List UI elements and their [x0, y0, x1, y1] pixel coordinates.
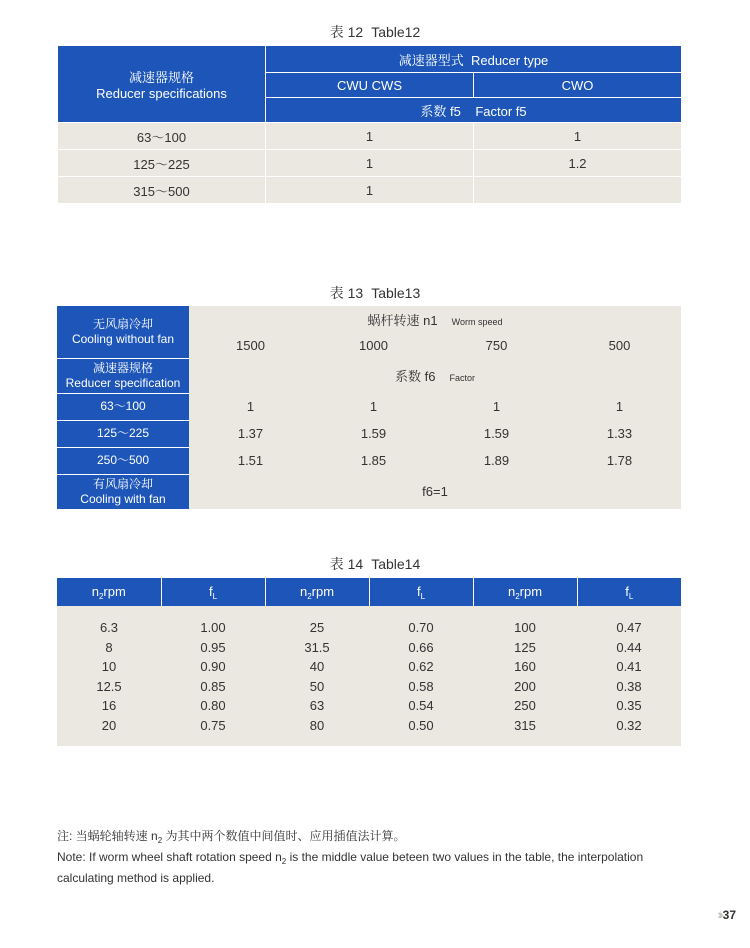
- footnote-cn: [57, 828, 697, 849]
- t14-n-column: [57, 606, 161, 746]
- list-item: 40: [309, 659, 325, 675]
- t13-value-cell: 1: [435, 393, 558, 420]
- t14-h-n-sub: 2: [307, 591, 312, 601]
- t12-type-header-cn: 减速器型式: [398, 52, 464, 68]
- footnote-en-a: Note: If worm wheel shaft rotation speed n: [57, 850, 282, 864]
- t14-h-n-unit: rpm: [103, 583, 126, 599]
- table14-caption-cn: 表 14: [329, 556, 364, 572]
- t13-spec-cell: 250～500: [57, 447, 189, 474]
- list-item: 0.95: [200, 639, 226, 655]
- list-item: 0.54: [408, 698, 434, 714]
- t12-value-cell: 1: [474, 123, 682, 150]
- t14-h-n: n: [91, 583, 99, 599]
- table14-caption-en: Table14: [371, 556, 421, 572]
- t14-header-n: [57, 578, 161, 606]
- t12-value-cell: 1.2: [474, 150, 682, 177]
- table12-caption: [0, 22, 750, 42]
- t14-h-n-sub: 2: [515, 591, 520, 601]
- t14-n-column: [265, 606, 369, 746]
- footnote-en-b: is the middle value beteen two values in the table, the interpolation calculating method is applied.: [57, 850, 644, 885]
- footnote: [57, 828, 697, 887]
- list-item: 0.75: [200, 717, 226, 733]
- t14-f-column: [161, 606, 265, 746]
- t14-f-column: [577, 606, 681, 746]
- t14-h-n-sub: 2: [98, 591, 104, 601]
- t13-value-cell: 1.89: [435, 447, 558, 474]
- t12-value-cell: [474, 177, 682, 204]
- list-item: 80: [309, 717, 325, 733]
- t13-fan-header: [57, 474, 189, 509]
- t13-speed-en: Worm speed: [451, 316, 503, 327]
- t14-h-f-sub: L: [212, 591, 218, 601]
- list-item: 0.85: [200, 678, 226, 694]
- t14-h-f-sub: L: [420, 591, 426, 601]
- t13-factor-en: Factor: [449, 373, 475, 383]
- t14-header-f: [577, 578, 681, 606]
- table13-caption-cn: 表 13: [329, 285, 364, 301]
- t12-factor-header: [266, 98, 682, 123]
- t12-spec-header: [58, 46, 266, 123]
- list-item: 10: [101, 659, 117, 675]
- table13-caption: [0, 283, 750, 303]
- list-item: 0.58: [408, 678, 434, 694]
- t13-value-cell: 1: [558, 393, 681, 420]
- t13-value-cell: 1.78: [558, 447, 681, 474]
- t13-value-cell: 1.33: [558, 420, 681, 447]
- t12-col-cwu-cws: CWU CWS: [266, 73, 474, 98]
- list-item: 200: [514, 678, 536, 694]
- list-item: 0.47: [616, 620, 642, 635]
- table-row: [58, 177, 682, 204]
- t13-factor-header: [189, 358, 681, 393]
- t14-header-row: [57, 578, 681, 606]
- t13-spec-header: [57, 358, 189, 393]
- table14: [57, 578, 681, 746]
- t13-nofan-cn: 无风扇冷却: [92, 316, 153, 331]
- t12-value-cell: 1: [266, 150, 474, 177]
- list-item: 0.80: [200, 698, 226, 714]
- t14-header-n: [473, 578, 577, 606]
- t13-spec-en: Reducer specification: [65, 375, 181, 390]
- list-item: 63: [309, 698, 325, 714]
- list-item: 12.5: [96, 678, 122, 694]
- page-number-text: 37: [722, 908, 736, 922]
- t12-spec-header-cn: 减速器规格: [128, 70, 194, 85]
- list-item: 50: [309, 678, 325, 694]
- table-row: [58, 150, 682, 177]
- table-row: [58, 123, 682, 150]
- t14-header-f: [161, 578, 265, 606]
- t12-col-cwo: CWO: [474, 73, 682, 98]
- t13-nofan-header: [57, 306, 189, 358]
- page-number: [717, 906, 736, 922]
- t12-factor-cn: 系数 f5: [420, 103, 461, 119]
- list-item: 0.35: [616, 698, 642, 714]
- footnote-en: [57, 849, 697, 887]
- t12-spec-cell: 125～225: [58, 150, 266, 177]
- t14-h-f: f: [416, 583, 421, 599]
- t14-header-n: [265, 578, 369, 606]
- t13-value-cell: 1.59: [435, 420, 558, 447]
- t14-h-f: f: [625, 583, 629, 599]
- t13-value-cell: 1.51: [189, 447, 312, 474]
- footnote-cn-a: 注: 当蜗轮轴转速 n: [57, 829, 158, 843]
- list-item: 8: [105, 639, 113, 655]
- table13-caption-en: Table13: [371, 285, 421, 301]
- list-item: 0.50: [408, 717, 434, 733]
- t13-fan-en: Cooling with fan: [80, 491, 166, 506]
- t14-f-column: [369, 606, 473, 746]
- t13-value-cell: 1: [312, 393, 435, 420]
- list-item: 315: [514, 717, 536, 733]
- t14-h-n: n: [507, 583, 516, 599]
- t14-h-n-unit: rpm: [519, 583, 543, 599]
- t13-spec-cn: 减速器规格: [92, 360, 153, 375]
- list-item: 25: [309, 620, 325, 635]
- t13-speed-cell: 500: [558, 332, 681, 358]
- t13-factor-cn: 系数 f6: [395, 369, 436, 384]
- t12-factor-en: Factor f5: [475, 103, 527, 119]
- t14-h-f-sub: L: [628, 591, 634, 601]
- t13-speed-cn: 蜗杆转速 n1: [367, 312, 438, 328]
- table12: [57, 45, 682, 204]
- t14-h-f: f: [208, 583, 213, 599]
- table-row: [57, 420, 681, 447]
- t12-value-cell: 1: [266, 177, 474, 204]
- footnote-en-sub: 2: [281, 857, 287, 866]
- list-item: 0.32: [616, 717, 642, 733]
- list-item: 100: [514, 620, 536, 635]
- t12-spec-cell: 63～100: [58, 123, 266, 150]
- t13-fan-cn: 有风扇冷却: [92, 476, 153, 491]
- t13-value-cell: 1.85: [312, 447, 435, 474]
- t13-speed-cell: 1500: [189, 332, 312, 358]
- list-item: 0.38: [616, 678, 642, 694]
- t13-speed-header: [189, 306, 681, 332]
- table-row: [57, 393, 681, 420]
- t13-spec-cell: 63～100: [57, 393, 189, 420]
- t13-spec-cell: 125～225: [57, 420, 189, 447]
- list-item: 1.00: [200, 620, 226, 635]
- t14-h-n: n: [299, 583, 308, 599]
- t12-type-header-en: Reducer type: [470, 52, 549, 68]
- t14-h-n-unit: rpm: [311, 583, 335, 599]
- t13-value-cell: 1.59: [312, 420, 435, 447]
- list-item: 0.62: [408, 659, 434, 675]
- list-item: 0.44: [616, 639, 642, 655]
- t14-body-row: [57, 606, 681, 746]
- list-item: 0.66: [408, 639, 434, 655]
- table13: [57, 306, 681, 509]
- t13-value-cell: 1: [189, 393, 312, 420]
- list-item: 0.41: [616, 659, 642, 675]
- footnote-cn-b: 为其中两个数值中间值时、应用插值法计算。: [162, 829, 406, 843]
- table14-caption: [0, 554, 750, 574]
- t13-nofan-en: Cooling without fan: [71, 331, 175, 346]
- table12-caption-cn: 表 12: [329, 24, 364, 40]
- t12-value-cell: 1: [266, 123, 474, 150]
- table12-caption-en: Table12: [371, 24, 421, 40]
- list-item: 160: [514, 659, 536, 675]
- t13-speed-cell: 1000: [312, 332, 435, 358]
- list-item: 31.5: [304, 639, 330, 655]
- list-item: 6.3: [99, 620, 119, 635]
- list-item: 20: [101, 717, 117, 733]
- t13-speed-cell: 750: [435, 332, 558, 358]
- t12-spec-cell: 315～500: [58, 177, 266, 204]
- t12-spec-header-en: Reducer specifications: [96, 86, 227, 101]
- t14-n-column: [473, 606, 577, 746]
- list-item: 125: [514, 639, 536, 655]
- list-item: 0.90: [200, 659, 226, 675]
- list-item: 0.70: [408, 620, 434, 635]
- list-item: 250: [514, 698, 536, 714]
- table-row: [57, 447, 681, 474]
- list-item: 16: [101, 698, 117, 714]
- footnote-cn-sub: 2: [157, 836, 163, 845]
- chevron-right-icon: ››: [717, 906, 721, 922]
- t14-header-f: [369, 578, 473, 606]
- t13-fan-value: f6=1: [189, 474, 681, 509]
- t13-value-cell: 1.37: [189, 420, 312, 447]
- t12-type-header: [266, 46, 682, 73]
